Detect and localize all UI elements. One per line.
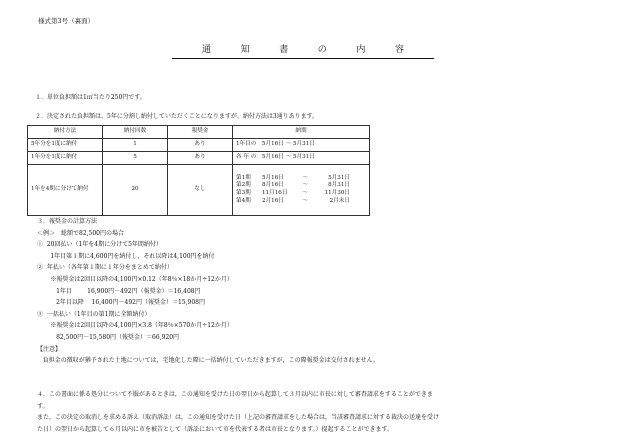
table-row	[28, 165, 370, 216]
example-line: ② 年払い（各年第１期に１年分をまとめて納付）	[37, 264, 173, 272]
cell-reward: なし	[168, 165, 233, 216]
section-4-appeal-notice	[37, 391, 592, 437]
schedule-term: 第4期	[236, 197, 251, 204]
schedule-term: 第1期	[236, 174, 251, 181]
appeal-line: た日）の翌日から起算して６月以内に市を被告として（訴訟において市を代表する者は市長となります。）提起することができます。	[37, 425, 394, 433]
note-text: 負担金の徴収が猶予された土地については，宅地化した際に一括納付していただきますが，この際報奨金は交付されません。	[37, 357, 379, 365]
title-char: の	[317, 45, 327, 55]
table-row	[28, 152, 370, 165]
table-header-row	[28, 126, 370, 139]
header-reward: 報奨金	[168, 126, 233, 139]
schedule-sep: ～	[302, 197, 308, 204]
schedule-sep: ～	[302, 182, 308, 189]
header-count: 納付回数	[103, 126, 168, 139]
note-heading: 【注意】	[37, 345, 62, 353]
example-line: 82,500円－15,580円（報奨金）＝66,920円	[37, 333, 180, 341]
schedule-end: 8月31日	[328, 182, 350, 189]
schedule-start: 11月16日	[262, 190, 288, 196]
example-line: 2年目以降 16,400円－492円（報奨金）＝15,908円	[37, 299, 205, 307]
example-line: ＜例＞ 総額で82,500円の場合	[37, 229, 124, 237]
cell-count: 5	[103, 152, 168, 165]
example-line: 1年目第１期に4,600円を納付し、それ以降は4,100円を納付	[37, 252, 215, 260]
schedule-start: 5月16日	[262, 174, 284, 181]
header-method: 納付方法	[28, 126, 103, 139]
example-line: 1年目 16,900円－492円（報奨金）＝16,408円	[37, 287, 201, 295]
header-period: 納期	[233, 126, 370, 139]
title-char: 内	[356, 45, 366, 55]
cell-reward: あり	[168, 152, 233, 165]
title-char: 容	[394, 45, 404, 55]
schedule-sep: ～	[302, 190, 308, 196]
document-title	[172, 44, 434, 59]
example-line: ※報奨金は2回目以降の4,100円×0.12（年8％×18か月÷12か月）	[37, 275, 233, 283]
appeal-line: また，この決定の取消しを求める訴え（取消訴訟）は，この通知を受けた日（上記の審査請求をした場合は，当該審査請求に対する裁決の送達を受け	[37, 414, 440, 422]
example-line: ※報奨金は2回目以降の4,100円×3.8（年8％×570か月÷12か月）	[37, 322, 233, 330]
schedule-end: 2月末日	[329, 197, 350, 204]
cell-period: 各 年 の 5月16日 ～ 5月31日	[233, 152, 370, 165]
title-char: 通	[202, 45, 212, 55]
section-heading: ３．報奨金の計算方法	[37, 218, 98, 225]
schedule-start: 2月16日	[262, 197, 284, 204]
section-3-reward-calculation	[37, 218, 379, 369]
example-line: ① 20回払い（1年を4期に分けて5年間納付）	[37, 241, 162, 249]
title-underline	[172, 58, 434, 59]
schedule-end: 5月31日	[328, 174, 350, 181]
schedule-end: 11月30日	[324, 190, 350, 196]
quarterly-schedule	[236, 175, 366, 205]
item-1-unit-rate: １．単位負担額は1㎡当たり250円です。	[35, 94, 146, 101]
appeal-line: ４．この書面に係る処分について不服があるときは，この通知を受けた日の翌日から起算して３月以内に市長に対して審査請求をすることができま	[37, 391, 433, 398]
example-line: ③ 一括払い（1年目の第1期に全額納付）	[37, 310, 151, 318]
schedule-term: 第2期	[236, 182, 251, 189]
cell-count: 20	[103, 165, 168, 216]
form-number: 様式第3号（裏面）	[38, 17, 95, 25]
title-char: 知	[240, 45, 250, 55]
cell-count: 1	[103, 139, 168, 152]
payment-method-table	[27, 125, 370, 216]
schedule-start: 8月16日	[262, 182, 284, 189]
cell-period: 1年目の 5月16日 ～ 5月31日	[233, 139, 370, 152]
appeal-line: す。	[37, 402, 49, 410]
item-2-payment-intro: ２．決定された負担額は、5年に分割し納付していただくことになりますが、納付方法は3通りあります。	[35, 113, 319, 120]
title-char: 書	[279, 45, 289, 55]
cell-method: 5年分を1度に納付	[28, 139, 103, 152]
schedule-sep: ～	[302, 174, 308, 181]
cell-period-schedule	[233, 165, 370, 216]
cell-method: 1年分を1度に納付	[28, 152, 103, 165]
cell-method: 1年を4期に分けて納付	[28, 165, 103, 216]
schedule-term: 第3期	[236, 190, 251, 196]
cell-reward: あり	[168, 139, 233, 152]
table-row	[28, 139, 370, 152]
